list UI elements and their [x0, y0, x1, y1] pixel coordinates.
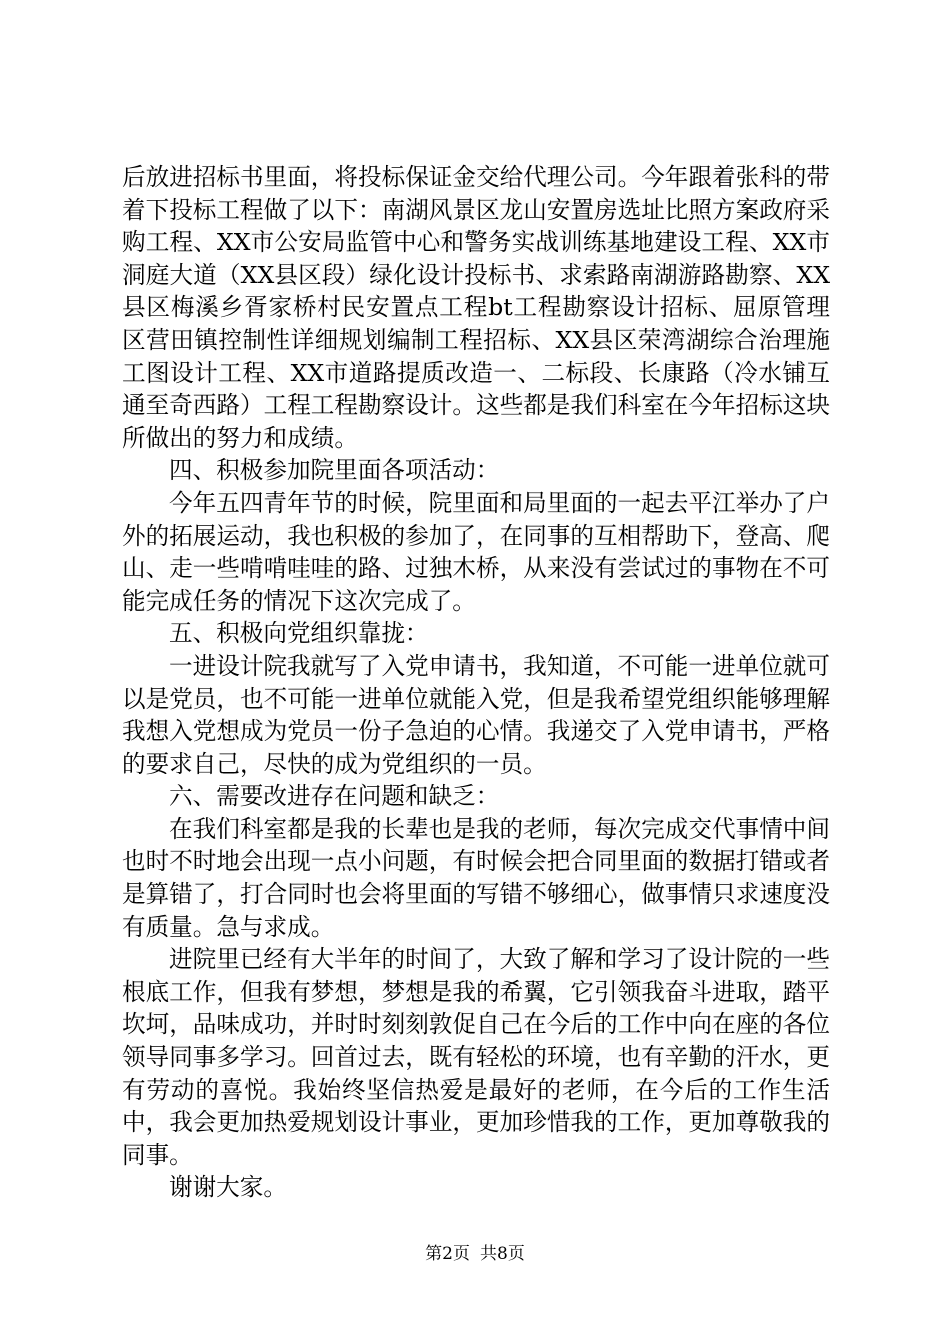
- paragraph-conclusion: 进院里已经有大半年的时间了，大致了解和学习了设计院的一些根底工作，但我有梦想，梦想是我的希翼，它引领我奋斗进取，踏平坎坷，品味成功，并时时刻刻敦促自己在今后的工作中向在座的各位领导同事多学习。回首过去，既有轻松的环境，也有辛勤的汗水，更有劳动的喜悦。我始终坚信热爱是最好的老师，在今后的工作生活中，我会更加热爱规划设计事业，更加珍惜我的工作，更加尊敬我的同事。: [122, 945, 830, 1169]
- paragraph-party: 一进设计院我就写了入党申请书，我知道，不可能一进单位就可以是党员，也不可能一进单位就能入党，但是我希望党组织能够理解我想入党想成为党员一份子急迫的心情。我递交了入党申请书，严格的要求自己，尽快的成为党组织的一员。: [122, 651, 830, 778]
- section-heading-party: 五、积极向党组织靠拢：: [169, 619, 429, 648]
- paragraph-bidding-projects: 后放进招标书里面，将投标保证金交给代理公司。今年跟着张科的带着下投标工程做了以下：南湖风景区龙山安置房选址比照方案政府采购工程、XX市公安局监管中心和警务实战训练基地建设工程、XX市洞庭大道（XX县区段）绿化设计投标书、求索路南湖游路勘察、XX县区梅溪乡胥家桥村民安置点工程bt工程勘察设计招标、屈原管理区营田镇控制性详细规划编制工程招标、XX县区荣湾湖综合治理施工图设计工程、XX市道路提质改造一、二标段、长康路（冷水铺互通至奇西路）工程工程勘察设计。这些都是我们科室在今年招标这块所做出的努力和成绩。: [122, 163, 830, 452]
- document-body: [122, 161, 830, 1204]
- page-number: 第2页: [425, 1244, 470, 1264]
- paragraph-thanks: 谢谢大家。: [169, 1173, 287, 1202]
- page-footer: [0, 1243, 950, 1265]
- paragraph-improvements: 在我们科室都是我的长辈也是我的老师，每次完成交代事情中间也时不时地会出现一点小问题，有时候会把合同里面的数据打错或者是算错了，打合同时也会将里面的写错不够细心，做事情只求速度没有质量。急与求成。: [122, 814, 830, 941]
- section-heading-activities: 四、积极参加院里面各项活动：: [169, 456, 500, 485]
- section-heading-improvements: 六、需要改进存在问题和缺乏：: [169, 782, 500, 811]
- page-total: 共8页: [480, 1244, 525, 1264]
- paragraph-activities: 今年五四青年节的时候，院里面和局里面的一起去平江举办了户外的拓展运动，我也积极的参加了，在同事的互相帮助下，登高、爬山、走一些啃啃哇哇的路、过独木桥，从来没有尝试过的事物在不可能完成任务的情况下这次完成了。: [122, 488, 830, 615]
